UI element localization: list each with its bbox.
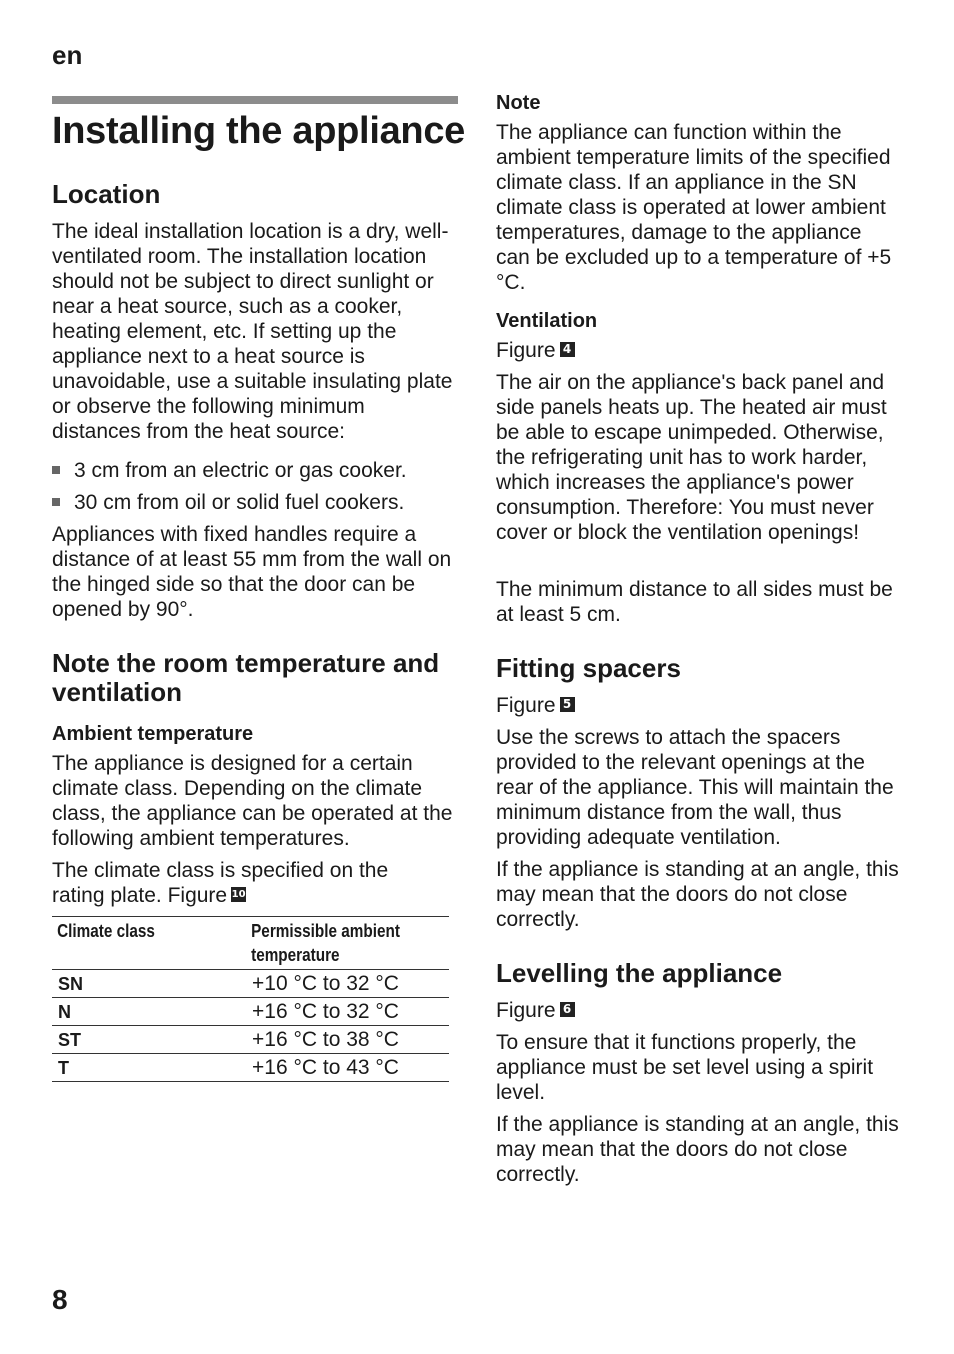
temperature-cell: +16 °C to 32 °C	[246, 998, 449, 1026]
list-item-text: 30 cm from oil or solid fuel cookers.	[74, 491, 405, 514]
column-header: Climate class	[57, 921, 155, 941]
list-item-text: 3 cm from an electric or gas cooker.	[74, 459, 407, 482]
climate-class-cell: SN	[52, 970, 246, 998]
temperature-cell: +16 °C to 43 °C	[246, 1054, 449, 1082]
note-heading: Note	[496, 92, 541, 114]
levelling-paragraph: To ensure that it functions properly, the appliance must be set level using a spirit level.	[496, 1031, 874, 1104]
levelling-angle-paragraph: If the appliance is standing at an angle, this may mean that the doors do not close correctly.	[496, 1113, 899, 1186]
levelling-figure-ref	[496, 998, 900, 1023]
title-rule	[52, 96, 458, 104]
bullet-square-icon	[52, 466, 60, 474]
temperature-cell: +16 °C to 38 °C	[246, 1026, 449, 1054]
ventilation-heading: Ventilation	[496, 310, 598, 332]
ventilation-paragraph: The air on the appliance's back panel and side panels heats up. The heated air must be able to escape unimpeded. Otherwise, the refrigerating unit has to work harder, which increases the appliance's power consumption. Therefore: You must never cover or block the ventilation openings!	[496, 371, 887, 544]
spacers-heading: Fitting spacers	[496, 653, 681, 683]
table-header-row	[52, 917, 449, 970]
table-row	[52, 998, 449, 1026]
figure-reference: 5	[560, 697, 575, 712]
climate-class-cell: ST	[52, 1026, 246, 1054]
climate-table	[52, 916, 449, 1082]
page-number: 8	[52, 1284, 68, 1315]
climate-class-cell: N	[52, 998, 246, 1026]
figure-reference: 4	[560, 342, 575, 357]
table-row	[52, 1026, 449, 1054]
figure-reference: 10	[231, 888, 246, 900]
note-paragraph: The appliance can function within the ambient temperature limits of the specified climate class. If an appliance in the SN climate class is operated at lower ambient temperatures, damage to the appliance can be excluded up to a temperature of +5 °C.	[496, 121, 892, 294]
figure-label: Figure	[496, 339, 556, 362]
location-intro: The ideal installation location is a dry, well-ventilated room. The installation location should not be subject to direct sunlight or near a heat source, such as a cooker, heating element, etc. If setting up the appliance next to a heat source is unavoidable, use a suitable insulating plate or observe the following minimum distances from the heat source:	[52, 220, 453, 443]
spacers-figure-ref	[496, 693, 900, 718]
ambient-heading: Ambient temperature	[52, 723, 254, 745]
handles-paragraph: Appliances with fixed handles require a distance of at least 55 mm from the wall on the hinged side so that the door can be opened by 90°.	[52, 523, 452, 621]
bullet-square-icon	[52, 498, 60, 506]
temperature-cell: +10 °C to 32 °C	[246, 970, 449, 998]
language-label: en	[52, 40, 83, 70]
location-heading: Location	[52, 179, 161, 209]
table-row	[52, 1054, 449, 1082]
spacers-angle-paragraph: If the appliance is standing at an angle, this may mean that the doors do not close correctly.	[496, 858, 899, 931]
climate-class-cell: T	[52, 1054, 246, 1082]
ventilation-figure-ref	[496, 338, 900, 363]
ventilation-min-paragraph: The minimum distance to all sides must be at least 5 cm.	[496, 578, 893, 626]
figure-reference: 6	[560, 1002, 575, 1017]
levelling-heading: Levelling the appliance	[496, 958, 783, 988]
column-header: Permissible ambient temperature	[251, 921, 400, 965]
room-heading: Note the room temperature and ventilation	[52, 648, 440, 707]
list-item	[52, 458, 407, 483]
rating-text: The climate class is specified on the rating plate. Figure	[52, 859, 389, 907]
ambient-paragraph: The appliance is designed for a certain climate class. Depending on the climate class, the appliance can be operated at the following ambient temperatures.	[52, 752, 453, 850]
table-row	[52, 970, 449, 998]
spacers-paragraph: Use the screws to attach the spacers provided to the relevant openings at the rear of the appliance. This will maintain the minimum distance from the wall, thus providing adequate ventilation.	[496, 726, 894, 849]
list-item	[52, 490, 404, 515]
page-title: Installing the appliance	[52, 110, 465, 152]
figure-label: Figure	[496, 694, 556, 717]
rating-paragraph	[52, 858, 432, 908]
figure-label: Figure	[496, 999, 556, 1022]
